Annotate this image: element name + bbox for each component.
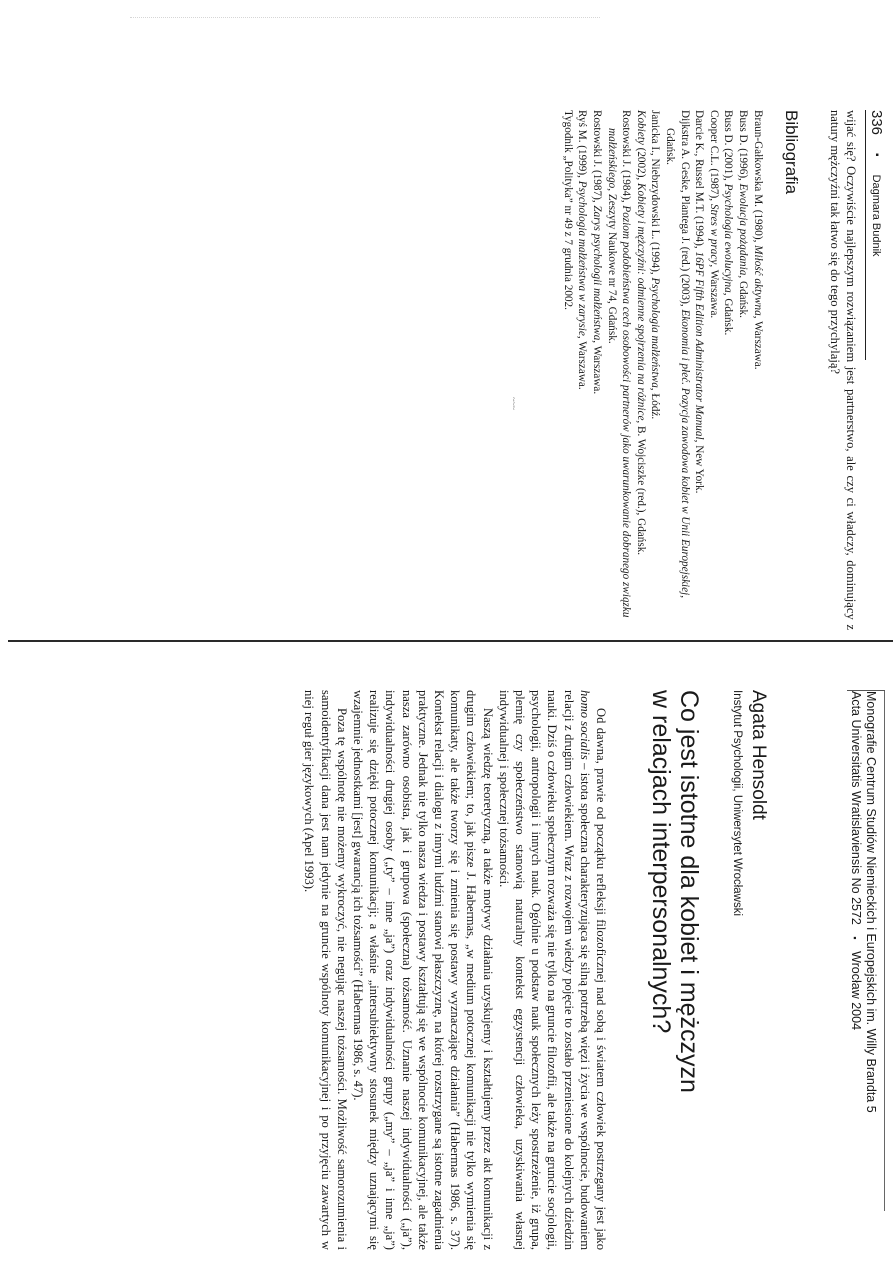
journal-title: Acta Universitatis Wratislaviensis No 2572 xyxy=(849,691,863,925)
continuation-text: wijać się? Oczywiście najlepszym rozwiązaniem jest partnerstwo, ale czy ci władczy, dominujący z natury mężczyźni tak łatwo się do tego przychylają? xyxy=(827,110,858,630)
bibliography-entry: Cooper C.L. (1987), Stres w pracy, Warszawa. xyxy=(707,110,720,319)
journal-issue-line xyxy=(847,691,863,1250)
article-title xyxy=(647,690,703,1250)
scan-stamp-mark: ~~~ xyxy=(509,397,518,410)
bibliography-entry: Dijkstra A. Geske, Plantega J. (red.) (2003), Ekonomia i płeć. Pozycja zawodowa kobiet w Unii Europejskiej, Gdańsk. xyxy=(664,110,691,599)
bullet-separator-icon: ▪ xyxy=(871,153,882,157)
bibliography-entry: Kobiety (2002), Kobiety i mężczyźni: odmienne spojrzenia na różnice, B. Wojciszke (red.), Gdańsk. xyxy=(634,110,647,556)
running-head xyxy=(865,110,885,360)
publication-place-year: Wrocław 2004 xyxy=(849,951,863,1031)
bibliography-entry: Braun-Gałkowska M. (1980), Miłość aktywna, Warszawa. xyxy=(751,110,764,370)
scan-artifact xyxy=(130,17,600,22)
paragraph: Naszą wiedzę teoretyczną, a także motywy działania uzyskujemy i kształtujemy przez akt komunikacji z drugim człowiekiem; to, jak pisze J. Habermas, „w medium potocznej komunikacji nie tylko wymienia się komunikaty, ale także tworzy się i zmienia się postawy wyznaczające działania” (Habermas 1986, s. 37). Kontekst relacji i dialogu z innymi ludźmi stanowi płaszczyznę, na której rozstrzygane są istotne zagadnienia praktyczne. Jednak nie tylko nasza wiedza i postawy kształtują się we wspólnocie komunikacyjnej, ale także nasza zarówno osobista, jak i grupowa (społeczna) tożsamość. Uznanie naszej indywidualności („ja”), indywidualności drugiej osoby („ty” – inne „ja”) oraz indywidualności grupy („my” – „ja” i inne „ja”) realizuje się dzięki potocznej komunikacji; a właśnie „intersubiektywny stosunek między uznającymi się wzajemnie jednostkami [jest] gwarancją ich tożsamości” (Habermas 1986, s. 47). xyxy=(350,690,495,1250)
paragraph: Poza tę wspólnotę nie możemy wykroczyć, nie negując naszej tożsamości. Możliwość samorozumienia i samoidentyfikacji dana jest nam jedynie na gruncie wspólnoty komunikacyjnej i po przyjęciu zawartych w niej reguł gier językowych (Apel 1993). xyxy=(302,690,349,1250)
article-title-line-1: Co jest istotne dla kobiet i mężczyzn xyxy=(675,690,703,1093)
author-affiliation: Instytut Psychologii, Uniwersytet Wrocławski xyxy=(731,690,743,917)
continuation-paragraph xyxy=(827,110,859,630)
article-body xyxy=(301,690,609,1250)
bibliography-entry: Buss D. (1996), Ewolucja pożądania, Gdańsk. xyxy=(737,110,749,318)
page-number: 336 xyxy=(868,110,885,136)
page-336 xyxy=(105,110,885,630)
series-title: Monografie Centrum Studiów Niemieckich i Europejskich im. Willy Brandta 5 xyxy=(864,691,878,1113)
bibliography-entry: Buss D. (2001), Psychologia ewolucyjna, Gdańsk. xyxy=(722,110,735,336)
article-author: Agata Hensoldt xyxy=(748,690,769,820)
header-rule xyxy=(884,691,885,1211)
bibliography-entry: Tygodnik „Polityka” nr 49 z 7 grudnia 2002. xyxy=(561,110,574,310)
bibliography-list xyxy=(560,110,764,630)
bibliography-entry: Darcie K., Russel M.T. (1994), 16PF Fifth Edition Administrator Manual, New York. xyxy=(693,110,706,494)
bibliography-heading: Bibliografia xyxy=(781,110,801,195)
bullet-separator-icon: ▪ xyxy=(850,936,860,940)
page-divider xyxy=(8,640,893,642)
bibliography-entry: Rostowski J. (1987), Zarys psychologii małżeństwa, Warszawa. xyxy=(591,110,604,395)
bibliography-entry: Ryś M. (1999), Psychologia małżeństwa w zarysie, Warszawa. xyxy=(576,110,589,390)
article-first-page xyxy=(85,690,885,1250)
running-head-author: Dagmara Budnik xyxy=(870,174,883,257)
bibliography-entry: Janicka I., Niebrzydowski L. (1994), Psychologia małżeństwa, Łódź. xyxy=(649,110,662,420)
paragraph: Od dawna, prawie od początku refleksji filozoficznej nad sobą i światem człowiek postrzegany jest jako homo socialis – istota społeczna charakteryzująca się silną potrzebą więzi i życia we wspólnocie, budowaniem relacji z drugim człowiekiem. Wraz z rozwojem wiedzy pojęcie to zostało przeniesione do kolejnych dziedzin nauki. Dziś o człowieku społecznym rozważa się nie tylko na gruncie filozofii, ale także na gruncie socjologii, psychologii, antropologii i innych nauk. Ogólnie u podstaw nauk społecznych leży spostrzeżenie, iż grupa, plemię czy społeczeństwo stanowią naturalny kontekst egzystencji człowieka, uzyskiwania własnej indywidualnej i społecznej tożsamości. xyxy=(496,690,608,1250)
article-title-line-2: w relacjach interpersonalnych? xyxy=(647,690,675,1034)
journal-header xyxy=(847,690,885,1250)
bibliography-entry: Rostowski J. (1984), Poziom podobieństwa cech osobowości partnerów jako uwarunkowanie dobranego związku małżeńskiego, Zeszyty Naukowe nr 74, Gdańsk. xyxy=(605,110,633,618)
